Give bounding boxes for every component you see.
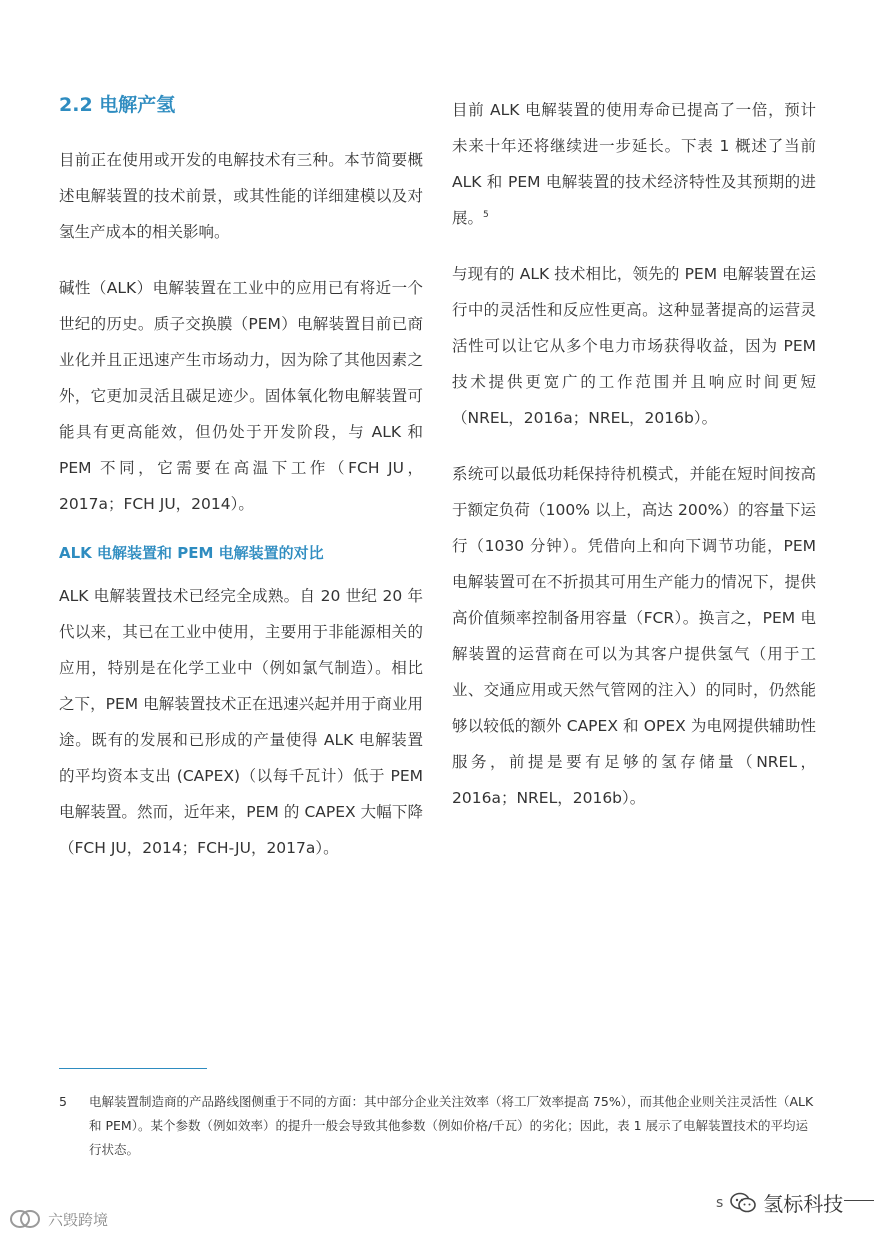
paragraph-intro: 目前正在使用或开发的电解技术有三种。本节简要概述电解装置的技术前景，或其性能的详细建模以及对氢生产成本的相关影响。 — [59, 151, 423, 241]
footnote-text: 电解装置制造商的产品路线图侧重于不同的方面：其中部分企业关注效率（将工厂效率提高 75%），而其他企业则关注灵活性（ALK 和 PEM）。某个参数（例如效率）的提升一般会导致其他参数（例如价格/千瓦）的劣化；因此，表 1 展示了电解装置技术的平均运行状态。 — [89, 1094, 814, 1157]
footnote — [59, 1090, 819, 1162]
paragraph-alk-maturity: ALK 电解装置技术已经完全成熟。自 20 世纪 20 年代以来，其已在工业中使用，主要用于非能源相关的应用，特别是在化学工业中（例如氯气制造）。相比之下，PEM 电解装置技术正在迅速兴起并用于商业用途。既有的发展和已形成的产量使得 ALK 电解装置的平均资本支出 (CAPEX)（以每千瓦计）低于 PEM 电解装置。然而，近年来，PEM 的 CAPEX 大幅下降（FCH JU，2014；FCH-JU，2017a）。 — [59, 587, 423, 857]
watermark-left-text: 六毁跨境 — [48, 1210, 109, 1229]
right-column — [452, 92, 816, 836]
watermark-prefix: s — [716, 1194, 724, 1211]
paragraph-pem-flexibility: 与现有的 ALK 技术相比，领先的 PEM 电解装置在运行中的灵活性和反应性更高。这种显著提高的运营灵活性可以让它从多个电力市场获得收益，因为 PEM 技术提供更宽广的工作范围并且响应时间更短（NREL，2016a；NREL，2016b）。 — [452, 265, 816, 427]
watermark-right — [716, 1188, 843, 1217]
paragraph-electrolyzer-types: 碱性（ALK）电解装置在工业中的应用已有将近一个世纪的历史。质子交换膜（PEM）电解装置目前已商业化并且正迅速产生市场动力，因为除了其他因素之外，它更加灵活且碳足迹少。固体氧化物电解装置可能具有更高能效，但仍处于开发阶段，与 ALK 和 PEM 不同，它需要在高温下工作（FCH JU，2017a；FCH JU，2014）。 — [59, 279, 423, 513]
section-title: 2.2 电解产氢 — [59, 94, 176, 116]
paragraph-standby-mode: 系统可以最低功耗保持待机模式，并能在短时间按高于额定负荷（100% 以上，高达 200%）的容量下运行（1030 分钟）。凭借向上和向下调节功能，PEM 电解装置可在不折损其可用生产能力的情况下，提供高价值频率控制备用容量（FCR）。换言之，PEM 电解装置的运营商在可以为其客户提供氢气（用于工业、交通应用或天然气管网的注入）的同时，仍然能够以较低的额外 CAPEX 和 OPEX 为电网提供辅助性服务，前提是要有足够的氢存储量（NREL，2016a；NREL，2016b）。 — [452, 465, 816, 807]
watermark-right-text: 氢标科技 — [763, 1192, 844, 1216]
subsection-title: ALK 电解装置和 PEM 电解装置的对比 — [59, 544, 324, 562]
paragraph-lifetime-text: 目前 ALK 电解装置的使用寿命已提高了一倍，预计未来十年还将继续进一步延长。下表 1 概述了当前 ALK 和 PEM 电解装置的技术经济特性及其预期的进展。 — [452, 101, 816, 227]
watermark-left — [8, 1208, 108, 1230]
paragraph-lifetime — [452, 92, 816, 236]
left-column — [59, 92, 423, 886]
watermark-logo-icon — [8, 1208, 42, 1230]
footnote-reference: 5 — [483, 209, 489, 220]
footnote-divider — [59, 1068, 207, 1069]
wechat-icon — [729, 1191, 757, 1215]
footnote-number: 5 — [59, 1094, 67, 1109]
watermark-line — [844, 1200, 874, 1201]
